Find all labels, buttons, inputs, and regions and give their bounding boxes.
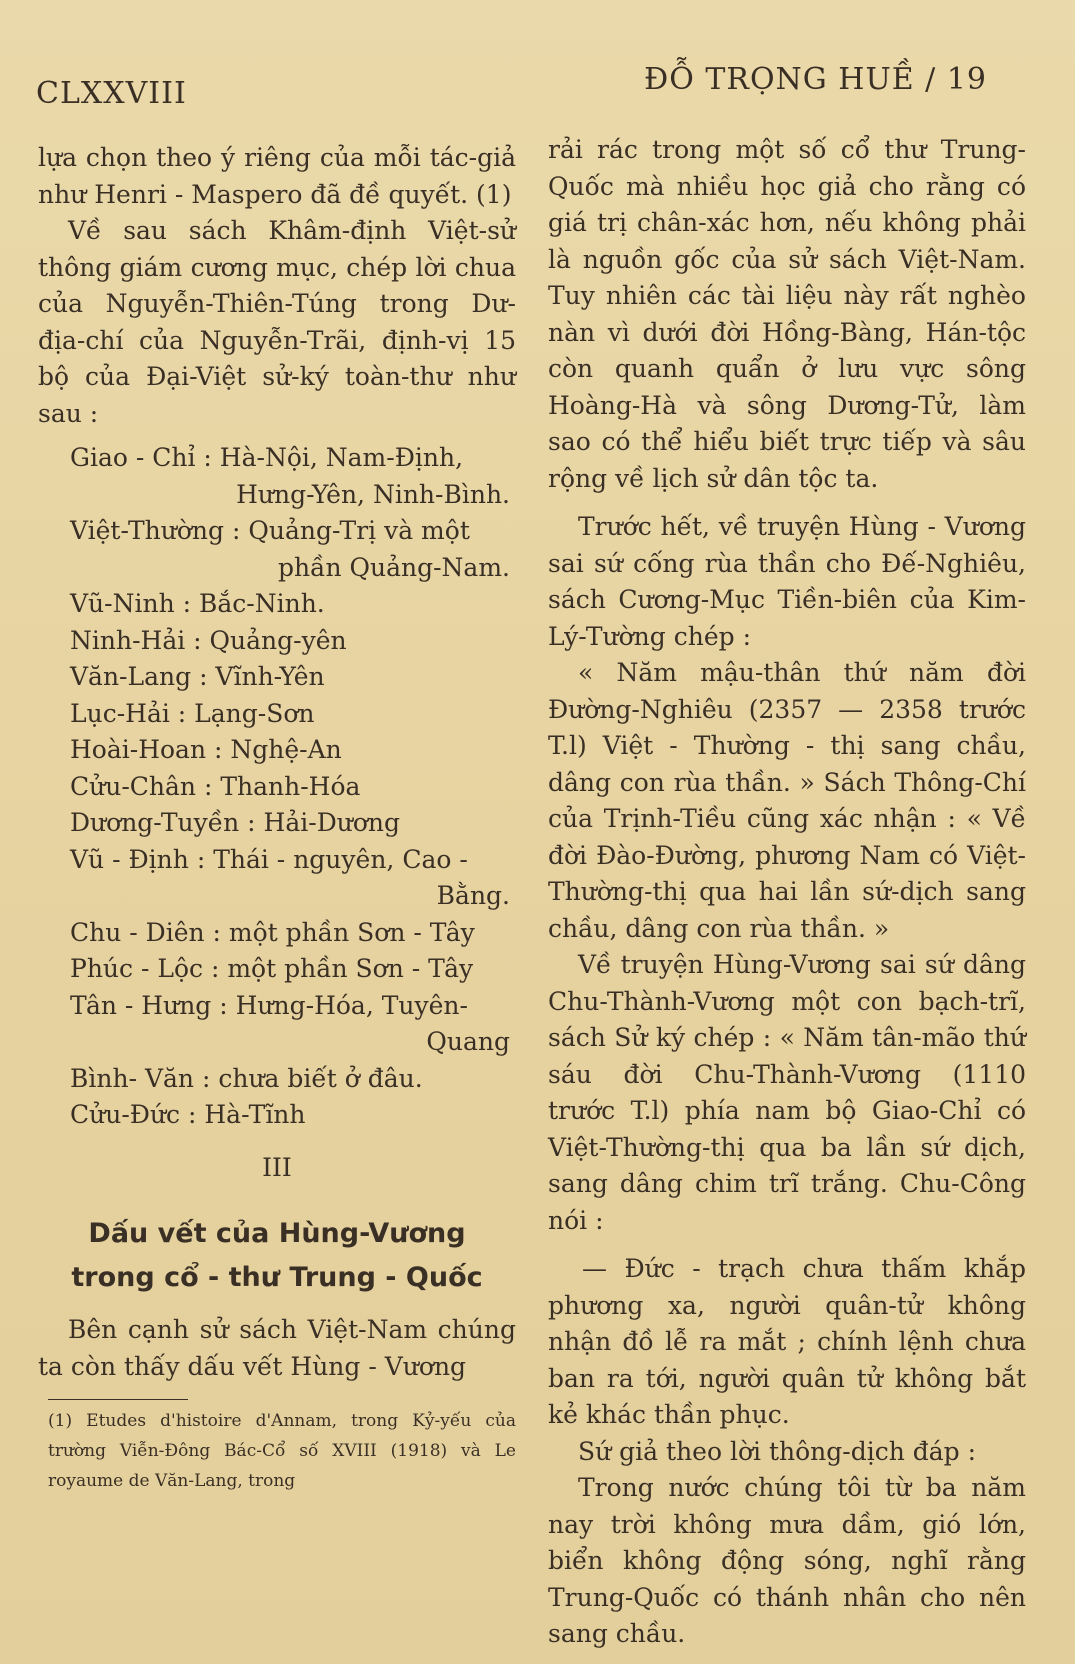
list-item-text: Vũ - Định : Thái - nguyên, Cao - — [70, 844, 468, 874]
paragraph: Trong nước chúng tôi từ ba năm nay trời không mưa dầm, gió lớn, biển không động sóng, nghĩ rằng Trung-Quốc có thánh nhân cho nên sang chầu. — [548, 1473, 1026, 1648]
spacer — [548, 1239, 1026, 1251]
list-item — [70, 769, 516, 806]
list-item-text: Tân - Hưng : Hưng-Hóa, Tuyên- — [70, 990, 468, 1020]
list-item-text: Phúc - Lộc : một phần Sơn - Tây — [70, 954, 474, 983]
spacer — [38, 1300, 516, 1312]
footnote: (1) Etudes d'histoire d'Annam, trong Kỷ-yếu của trường Viễn-Đông Bác-Cổ số XVIII (1918) và Le royaume de Văn-Lang, trong — [48, 1411, 516, 1491]
list-item-text: Bình- Văn : chưa biết ở đâu. — [70, 1063, 423, 1093]
list-item-text: Lục-Hải : Lạng-Sơn — [70, 698, 315, 728]
list-item-continuation: phần Quảng-Nam. — [278, 552, 510, 582]
section-number: III — [262, 1152, 292, 1182]
paragraph: Trước hết, về truyện Hùng - Vương sai sứ cống rùa thần cho Đế-Nghiêu, sách Cương-Mục Tiền-biên của Kim-Lý-Tường chép : — [548, 512, 1026, 651]
paragraph: Về truyện Hùng-Vương sai sứ dâng Chu-Thành-Vương một con bạch-trĩ, sách Sử ký chép : « Năm tân-mão thứ sáu đời Chu-Thành-Vương (1110 trước T.l) phía nam bộ Giao-Chỉ có Việt-Thường-thị qua ba lần sứ dịch, sang dâng chim trĩ trắng. Chu-Công nói : — [548, 950, 1026, 1235]
paragraph: Sứ giả theo lời thông-dịch đáp : — [578, 1436, 977, 1466]
list-item — [70, 659, 516, 696]
list-item-text: Việt-Thường : Quảng-Trị và một — [70, 516, 470, 545]
list-item — [70, 951, 516, 988]
paragraph: — Đức - trạch chưa thấm khắp phương xa, người quân-tử không nhận đồ lễ ra mắt ; chính lệnh chưa ban ra tới, người quân tử không bắt kẻ khác thần phục. — [548, 1254, 1026, 1429]
list-item-continuation: Quang — [426, 1027, 510, 1056]
list-item — [70, 1097, 516, 1134]
paragraph: « Năm mậu-thân thứ năm đời Đường-Nghiêu (2357 — 2358 trước T.l) Việt - Thường - thị sang chầu, dâng con rùa thần. » Sách Thông-Chí của Trịnh-Tiều cũng xác nhận : « Về đời Đào-Đường, phương Nam có Việt-Thường-thị qua hai lần sứ-dịch sang chầu, dâng con rùa thần. » — [548, 658, 1026, 943]
footnote-divider — [48, 1399, 188, 1400]
list-item-text: Chu - Diên : một phần Sơn - Tây — [70, 917, 475, 947]
province-list — [38, 440, 516, 1134]
list-item — [70, 1061, 516, 1098]
list-item-text: Văn-Lang : Vĩnh-Yên — [70, 662, 325, 691]
list-item-text: Hoài-Hoan : Nghệ-An — [70, 735, 342, 764]
list-item — [70, 440, 516, 513]
list-item — [70, 623, 516, 660]
right-column — [548, 132, 1026, 1653]
paragraph: Bên cạnh sử sách Việt-Nam chúng ta còn thấy dấu vết Hùng - Vương — [38, 1315, 516, 1381]
paragraph: Về sau sách Khâm-định Việt-sử thông giám cương mục, chép lời chua của Nguyễn-Thiên-Túng trong Dư-địa-chí của Nguyễn-Trãi, định-vị 15 bộ của Đại-Việt sử-ký toàn-thư như sau : — [38, 216, 516, 428]
list-item-continuation: Bằng. — [436, 881, 510, 910]
list-item-text: Vũ-Ninh : Bắc-Ninh. — [70, 589, 325, 618]
list-item — [70, 915, 516, 952]
list-item — [70, 732, 516, 769]
left-column — [38, 140, 516, 1496]
list-item-text: Giao - Chỉ : Hà-Nội, Nam-Định, — [70, 443, 464, 472]
paragraph: lựa chọn theo ý riêng của mỗi tác-giả như Henri - Maspero đã đề quyết. (1) — [38, 143, 516, 209]
list-item — [70, 513, 516, 586]
list-item-text: Ninh-Hải : Quảng-yên — [70, 625, 347, 655]
list-item — [70, 805, 516, 842]
list-item — [70, 696, 516, 733]
list-item — [70, 842, 516, 915]
list-item-text: Cửu-Chân : Thanh-Hóa — [70, 771, 361, 801]
list-item-text: Cửu-Đức : Hà-Tĩnh — [70, 1100, 306, 1129]
page-header-right: ĐỖ TRỌNG HUỀ / 19 — [644, 62, 987, 97]
list-item-text: Dương-Tuyền : Hải-Dương — [70, 808, 401, 837]
paragraph: rải rác trong một số cổ thư Trung-Quốc mà nhiều học giả cho rằng có giá trị chân-xác hơn, nếu không phải là nguồn gốc của sử sách Việt-Nam. Tuy nhiên các tài liệu này rất nghèo nàn vì dưới đời Hồng-Bàng, Hán-tộc còn quanh quẩn ở lưu vực sông Hoàng-Hà và sông Dương-Tử, làm sao có thể hiểu biết trực tiếp và sâu rộng về lịch sử dân tộc ta. — [548, 135, 1026, 493]
section-title — [38, 1212, 516, 1300]
section-title-line: trong cổ - thư Trung - Quốc — [71, 1262, 483, 1293]
spacer — [548, 497, 1026, 509]
list-item-continuation: Hưng-Yên, Ninh-Bình. — [236, 479, 510, 509]
section-title-line: Dấu vết của Hùng-Vương — [88, 1218, 466, 1249]
list-item — [70, 988, 516, 1061]
list-item — [70, 586, 516, 623]
page-header-left: CLXXVIII — [36, 76, 187, 111]
